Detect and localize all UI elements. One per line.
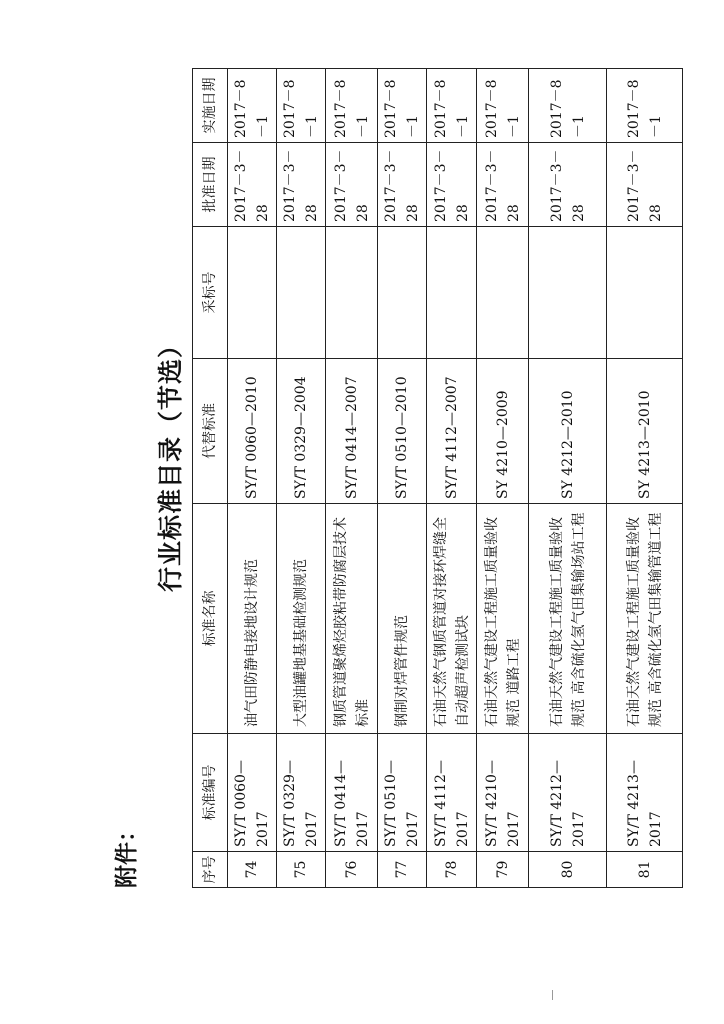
cell-adoption — [326, 227, 378, 359]
cell-adoption — [427, 227, 477, 359]
cell-no: 79 — [477, 852, 529, 888]
cell-approved: 2017－3－28 — [477, 143, 529, 227]
cell-adoption — [477, 227, 529, 359]
cell-no: 76 — [326, 852, 378, 888]
cell-effective: 2017－8－1 — [607, 69, 683, 143]
cell-no: 80 — [529, 852, 607, 888]
cell-effective: 2017－8－1 — [529, 69, 607, 143]
table-row — [477, 69, 529, 888]
cell-adoption — [378, 227, 427, 359]
cell-code: SY/T 0510—2017 — [378, 734, 427, 852]
standards-table-rotated — [192, 69, 664, 888]
header-replaced-standard: 代替标准 — [193, 359, 228, 504]
cell-no: 75 — [277, 852, 326, 888]
table-row — [277, 69, 326, 888]
cell-code: SY/T 4212—2017 — [529, 734, 607, 852]
header-standard-code: 标准编号 — [193, 734, 228, 852]
cell-code: SY/T 4112—2017 — [427, 734, 477, 852]
cell-adoption — [277, 227, 326, 359]
standards-table — [192, 68, 683, 888]
cell-replaces: SY 4212—2010 — [529, 359, 607, 504]
cell-approved: 2017－3－28 — [228, 143, 277, 227]
cell-approved: 2017－3－28 — [326, 143, 378, 227]
cell-no: 78 — [427, 852, 477, 888]
cell-approved: 2017－3－28 — [529, 143, 607, 227]
cell-name: 石油天然气建设工程施工质量验收规范 高含硫化氢气田集输管道工程 — [607, 504, 683, 734]
cell-replaces: SY 4210—2009 — [477, 359, 529, 504]
table-row — [607, 69, 683, 888]
cell-code: SY/T 0060—2017 — [228, 734, 277, 852]
table-row — [228, 69, 277, 888]
cell-code: SY/T 0329—2017 — [277, 734, 326, 852]
table-row — [529, 69, 607, 888]
cell-replaces: SY 4213—2010 — [607, 359, 683, 504]
cell-name: 大型油罐地基基础检测规范 — [277, 504, 326, 734]
cell-name: 钢制对焊管件规范 — [378, 504, 427, 734]
cell-approved: 2017－3－28 — [277, 143, 326, 227]
cell-replaces: SY/T 0329—2004 — [277, 359, 326, 504]
cell-code: SY/T 4210—2017 — [477, 734, 529, 852]
cell-code: SY/T 4213—2017 — [607, 734, 683, 852]
cell-adoption — [607, 227, 683, 359]
cell-effective: 2017－8－1 — [378, 69, 427, 143]
cell-adoption — [228, 227, 277, 359]
cell-approved: 2017－3－28 — [427, 143, 477, 227]
cell-no: 81 — [607, 852, 683, 888]
cell-code: SY/T 0414—2017 — [326, 734, 378, 852]
document-title: 行业标准目录（节选） — [156, 331, 185, 592]
cell-effective: 2017－8－1 — [277, 69, 326, 143]
cell-effective: 2017－8－1 — [228, 69, 277, 143]
cell-approved: 2017－3－28 — [607, 143, 683, 227]
cell-approved: 2017－3－28 — [378, 143, 427, 227]
header-adoption-no: 采标号 — [193, 227, 228, 359]
cell-no: 74 — [228, 852, 277, 888]
table-row — [378, 69, 427, 888]
cell-name: 油气田防静电接地设计规范 — [228, 504, 277, 734]
cell-replaces: SY/T 4112—2007 — [427, 359, 477, 504]
cell-replaces: SY/T 0510—2010 — [378, 359, 427, 504]
cell-adoption — [529, 227, 607, 359]
attachment-label: 附件： — [114, 819, 140, 888]
cell-effective: 2017－8－1 — [326, 69, 378, 143]
table-header-row — [193, 69, 228, 888]
table-row — [427, 69, 477, 888]
cell-name: 石油天然气钢质管道对接环焊缝全自动超声检测试块 — [427, 504, 477, 734]
header-approval-date: 批准日期 — [193, 143, 228, 227]
cell-name: 钢质管道聚烯烃胶粘带防腐层技术标准 — [326, 504, 378, 734]
cell-replaces: SY/T 0060—2010 — [228, 359, 277, 504]
cell-effective: 2017－8－1 — [427, 69, 477, 143]
header-serial-no: 序号 — [193, 852, 228, 888]
cell-replaces: SY/T 0414—2007 — [326, 359, 378, 504]
table-row — [326, 69, 378, 888]
header-standard-name: 标准名称 — [193, 504, 228, 734]
header-effective-date: 实施日期 — [193, 69, 228, 143]
cell-no: 77 — [378, 852, 427, 888]
cell-name: 石油天然气建设工程施工质量验收规范 高含硫化氢气田集输场站工程 — [529, 504, 607, 734]
cell-effective: 2017－8－1 — [477, 69, 529, 143]
page-footer-mark — [552, 990, 553, 1000]
cell-name: 石油天然气建设工程施工质量验收规范 道路工程 — [477, 504, 529, 734]
